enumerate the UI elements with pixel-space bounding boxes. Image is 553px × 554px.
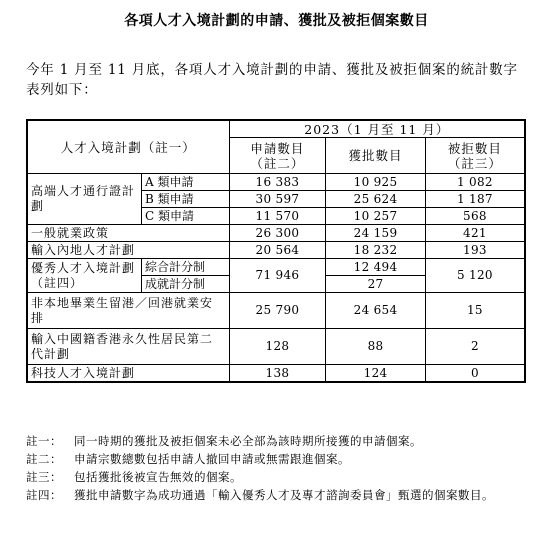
footnote-1 (26, 432, 531, 450)
asmtp-refused: 193 (425, 242, 525, 259)
footnote-text: 獲批申請數字為成功通過「輸入優秀人才及專才諮詢委員會」甄選的個案數目。 (74, 488, 494, 502)
footnote-key: 註四： (26, 488, 62, 502)
irnhg-refused: 15 (425, 293, 525, 329)
footnote-4 (26, 486, 531, 504)
ttps-b-approved: 25 624 (326, 191, 426, 208)
techtas-label: 科技人才入境計劃 (27, 365, 229, 383)
asmtp-applications: 20 564 (229, 242, 326, 259)
footnotes (26, 432, 531, 504)
asmtp-approved: 18 232 (326, 242, 426, 259)
footnote-text: 同一時期的獲批及被拒個案未必全部為該時期所接獲的申請個案。 (74, 434, 422, 448)
ttps-b-applications: 30 597 (229, 191, 326, 208)
refused-header: 被拒數目 （註三） (425, 138, 525, 174)
ceps-label: 輸入中國籍香港永久性居民第二代計劃 (27, 329, 229, 365)
ceps-applications: 128 (229, 329, 326, 365)
irnhg-approved: 24 654 (326, 293, 426, 329)
gep-approved: 24 159 (326, 225, 426, 242)
footnote-text: 包括獲批後被宣告無效的個案。 (74, 470, 242, 484)
document-title: 各項人才入境計劃的申請、獲批及被拒個案數目 (124, 13, 429, 29)
footnote-key: 註一： (26, 434, 62, 448)
statistics-table (26, 119, 526, 383)
footnote-2 (26, 450, 531, 468)
ttps-label: 高端人才通行證計劃 (27, 174, 142, 225)
techtas-applications: 138 (229, 365, 326, 383)
asmtp-label: 輸入內地人才計劃 (27, 242, 229, 259)
gep-applications: 26 300 (229, 225, 326, 242)
scheme-column-header: 人才入境計劃（註一） (27, 120, 229, 174)
qmas-refused: 5 120 (425, 259, 525, 293)
qmas-general-approved: 12 494 (326, 259, 426, 276)
ttps-category-c: C 類申請 (142, 208, 230, 225)
ttps-a-approved: 10 925 (326, 174, 426, 191)
applications-header: 申請數目 （註二） (229, 138, 326, 174)
footnote-3 (26, 468, 531, 486)
techtas-approved: 124 (326, 365, 426, 383)
gep-refused: 421 (425, 225, 525, 242)
qmas-applications: 71 946 (229, 259, 326, 293)
irnhg-label: 非本地畢業生留港／回港就業安排 (27, 293, 229, 329)
ttps-category-a: A 類申請 (142, 174, 230, 191)
ttps-a-applications: 16 383 (229, 174, 326, 191)
ttps-c-approved: 10 257 (326, 208, 426, 225)
ttps-c-refused: 568 (425, 208, 525, 225)
footnote-key: 註二： (26, 452, 62, 466)
footnote-text: 申請宗數總數包括申請人撤回申請或無需跟進個案。 (74, 452, 350, 466)
period-header: 2023（1 月至 11 月） (229, 120, 525, 138)
qmas-label: 優秀人才入境計劃（註四） (27, 259, 142, 293)
footnote-key: 註三： (26, 470, 62, 484)
ttps-category-b: B 類申請 (142, 191, 230, 208)
ttps-b-refused: 1 187 (425, 191, 525, 208)
irnhg-applications: 25 790 (229, 293, 326, 329)
qmas-general-points-test: 綜合計分制 (142, 259, 230, 276)
techtas-refused: 0 (425, 365, 525, 383)
qmas-achievement-based-points-test: 成就計分制 (142, 276, 230, 293)
ttps-a-refused: 1 082 (425, 174, 525, 191)
intro-paragraph: 今年 1 月至 11 月底，各項人才入境計劃的申請、獲批及被拒個案的統計數字表列如下： (26, 62, 518, 98)
qmas-achievement-approved: 27 (326, 276, 426, 293)
gep-label: 一般就業政策 (27, 225, 229, 242)
ceps-approved: 88 (326, 329, 426, 365)
ttps-c-applications: 11 570 (229, 208, 326, 225)
approved-header: 獲批數目 (326, 138, 426, 174)
ceps-refused: 2 (425, 329, 525, 365)
